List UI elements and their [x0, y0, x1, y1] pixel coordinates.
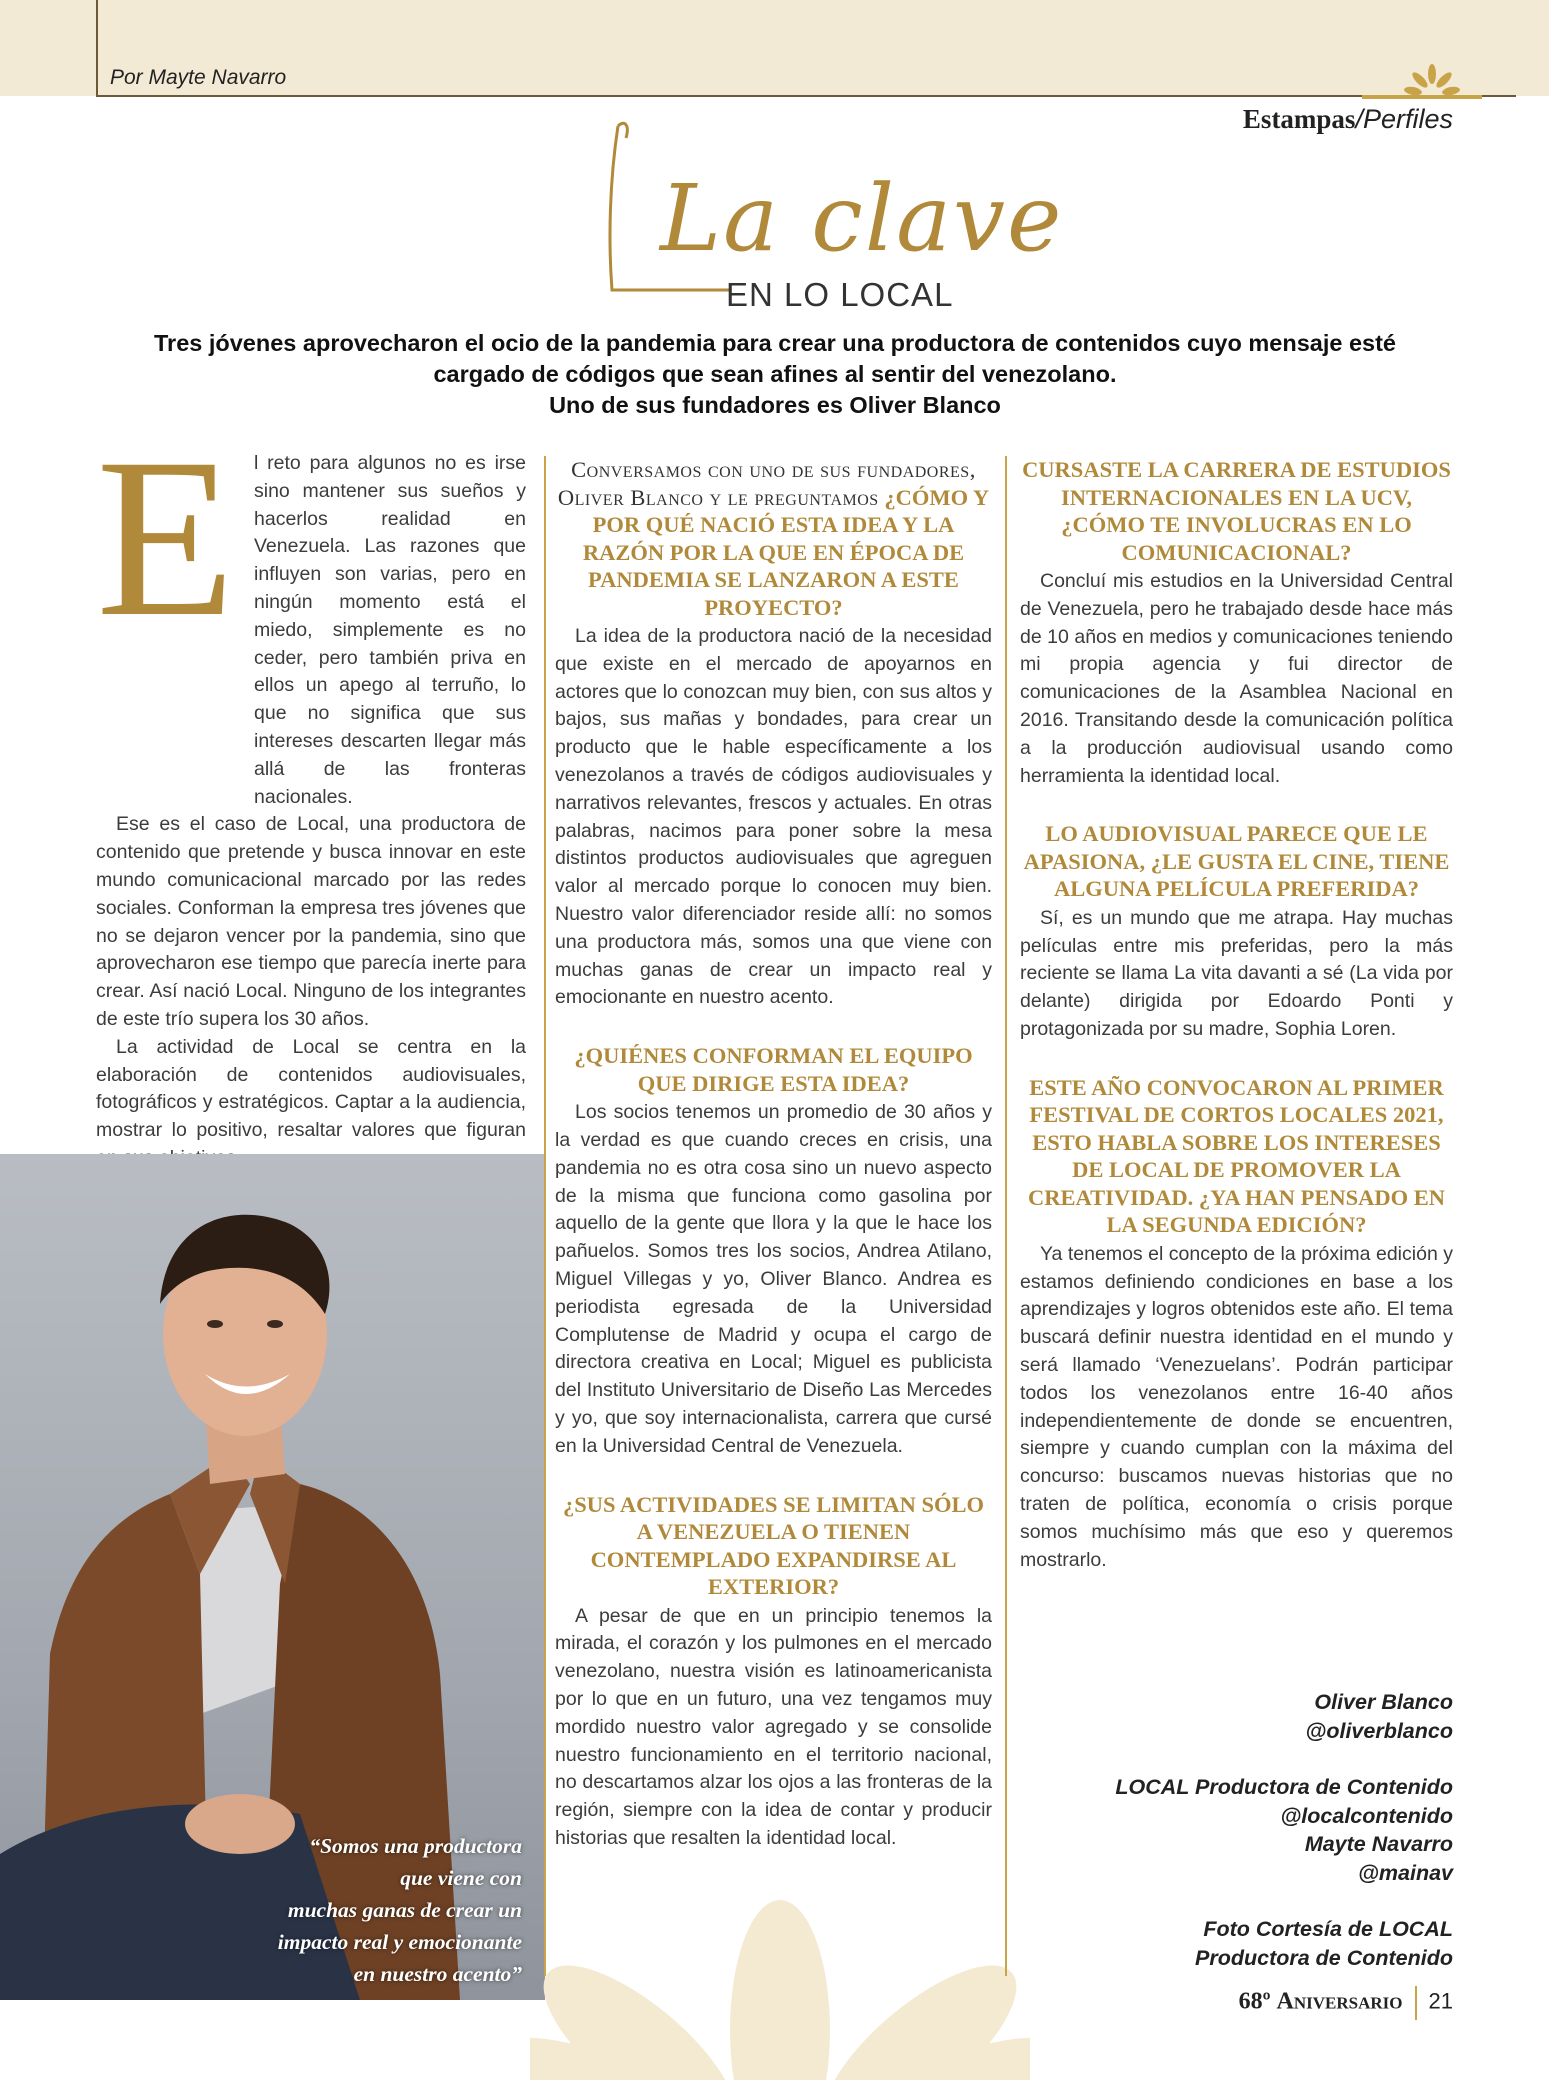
intro-line: Uno de sus fundadores es Oliver Blanco [549, 392, 1001, 418]
article-subtitle: EN LO LOCAL [726, 276, 954, 313]
column-3 [1020, 456, 1453, 1574]
signature-block [1115, 1688, 1453, 1972]
answer-6: Ya tenemos el concepto de la próxima edición y estamos definiendo condiciones en base a los aprendizajes y logros obtenidos este año. El tema buscará definir nuestra identidad en el mundo y será llamado ‘Venezuelans’. Podrán participar todos los venezolanos entre 16-40 años independientemente de donde se encuentren, siempre y cuando cumplan con la máxima del concurso: buscamos nuevas historias que no traten de política, economía o crisis porque somos muchísimo más que eso y queremos mostrarlo. [1020, 1242, 1453, 1571]
pull-quote-line: muchas ganas de crear un [287, 1898, 522, 1922]
header-rule [96, 95, 1516, 97]
answer-5: Sí, es un mundo que me atrapa. Hay muchas películas entre mis preferidas, pero la más reciente se llama La vita davanti a sé (La vida por delante) dirigida por Edoardo Ponti y protagonizada por su madre, Sophia Loren. [1020, 906, 1453, 1041]
question-5: LO AUDIOVISUAL PARECE QUE LE APASIONA, ¿LE GUSTA EL CINE, TIENE ALGUNA PELÍCULA PREFERIDA? [1023, 821, 1450, 902]
question-3: ¿SUS ACTIVIDADES SE LIMITAN SÓLO A VENEZUELA O TIENEN CONTEMPLADO EXPANDIRSE AL EXTERIOR? [563, 1491, 984, 1600]
drop-cap: E [96, 412, 236, 664]
article-title: La clave [660, 165, 1064, 272]
question-4: CURSASTE LA CARRERA DE ESTUDIOS INTERNACIONALES EN LA UCV, ¿CÓMO TE INVOLUCRAS EN LO COMUNICACIONAL? [1022, 457, 1451, 565]
pull-quote-line: en nuestro acento” [353, 1962, 522, 1986]
anniversary-word: Aniversario [1276, 1988, 1403, 2015]
signature-company-handle: @localcontenido [1280, 1803, 1453, 1828]
column-divider [1005, 456, 1007, 1976]
paragraph: La actividad de Local se centra en la elaboración de contenidos audiovisuales, fotográficos y estratégicos. Captar a la audiencia, mostrar lo positivo, resaltar valores que figuran [96, 1035, 526, 1142]
interview-intro-text: Conversamos con uno de sus fundadores, Oliver Blanco y le preguntamos [557, 457, 976, 510]
column-1 [96, 450, 526, 1173]
flower-ornament-icon [1404, 64, 1460, 98]
signature-handle: @oliverblanco [1305, 1718, 1453, 1743]
byline: Por Mayte Navarro [110, 66, 287, 89]
column-divider [544, 456, 546, 1976]
pull-quote [200, 1830, 522, 1990]
signature-author-handle: @mainav [1357, 1860, 1453, 1885]
section-main: Estampas [1242, 104, 1356, 134]
answer-1: La idea de la productora nació de la necesidad que existe en el mercado de apoyarnos en actores que lo conozcan muy bien, con sus altos y bajos, sus mañas y bondades, para crear un producto que le hable específicamente a los venezolanos a través de códigos audiovisuales y narrativos relevantes, frescos y actuales. En otras palabras, nacimos para poner sobre la mesa distintos productos audiovisuales que agreguen valor al mercado porque lo conocen muy bien. Nuestro valor diferenciador reside allí: no somos una productora más, somos una que viene con muchas ganas de crear un impacto real y emocionante en nuestro acento. [555, 625, 992, 1009]
photo-credit: Productora de Contenido [1195, 1945, 1453, 1970]
pull-quote-line: impacto real y emocionante [277, 1930, 522, 1954]
background-flower-icon [530, 1880, 1030, 2080]
section-slash: / [1355, 104, 1363, 134]
signature-name: Oliver Blanco [1314, 1690, 1453, 1714]
photo-credit: Foto Cortesía de LOCAL [1203, 1917, 1453, 1941]
anniversary-number: 68º [1238, 1988, 1271, 2015]
intro-line: cargado de códigos que sean afines al sentir del venezolano. [433, 361, 1117, 387]
intro-line: Tres jóvenes aprovecharon el ocio de la pandemia para crear una productora de contenidos cuyo mensaje esté [153, 330, 1396, 356]
interview-intro [555, 456, 992, 621]
question-6: ESTE AÑO CONVOCARON AL PRIMER FESTIVAL DE CORTOS LOCALES 2021, ESTO HABLA SOBRE LOS INTERESES DE LOCAL DE PROMOVER LA CREATIVIDAD. ¿YA HAN PENSADO EN LA SEGUNDA EDICIÓN? [1028, 1074, 1445, 1238]
column-2 [555, 456, 992, 1853]
footer-divider [1415, 1986, 1417, 2020]
section-tag [1243, 104, 1453, 135]
section-sub: Perfiles [1362, 104, 1453, 134]
answer-3: A pesar de que en un principio tenemos la mirada, el corazón y los pulmones en el mercado venezolano, nuestra visión es latinoamericanista por lo que en un futuro, una vez tengamos muy mordido nuestro valor agregado y se consolide nuestro funcionamiento en el territorio nacional, no descartamos alzar los ojos a las fronteras de la región, siempre con la idea de contar y producir historias que resalten la identidad local. [555, 1604, 992, 1849]
header-left-rule [96, 0, 98, 96]
paragraph: Ese es el caso de Local, una productora de contenido que pretende y busca innovar en este mundo comunicacional marcado por las redes sociales. Conforman la empresa tres jóvenes que no se dejaron vencer por la pandemia, sino que aprovecharon ese tiempo que parecía inerte para crear. Así nació Local. Ninguno de los integrantes de este trío supera los 30 años. [96, 813, 526, 1030]
signature-company: LOCAL Productora de Contenido [1115, 1775, 1453, 1799]
pull-quote-line: “Somos una productora [309, 1834, 522, 1858]
question-2: ¿QUIÉNES CONFORMAN EL EQUIPO QUE DIRIGE ESTA IDEA? [574, 1043, 973, 1096]
paragraph: l reto para algunos no es irse sino mantener sus sueños y hacerlos realidad en Venezuela. Las razones que influyen son varias, pero en ningún momento está el miedo, simplemente es no ceder, pero también priva en ellos un apego al terruño, lo que no significa que sus intereses descarten llegar más allá de las fronteras nacionales. [254, 452, 526, 808]
answer-2: Los socios tenemos un promedio de 30 años y la verdad es que cuando creces en crisis, una pandemia no es otra cosa sino un nuevo aspecto de la misma que funciona como gasolina por aquello de la gente que llora y la que le hace los pañuelos. Somos tres los socios, Andrea Atilano, Miguel Villegas y yo, Oliver Blanco. Andrea es periodista egresada de la Universidad Complutense de Madrid y ocupa el cargo de directora creativa en Local; Miguel es publicista del Instituto Universitario de Diseño Las Mercedes y yo, que soy internacionalista, carrera que cursé en la Universidad Central de Venezuela. [555, 1101, 992, 1457]
page-footer [1239, 1986, 1453, 2020]
question-1: ¿CÓMO Y POR QUÉ NACIÓ ESTA IDEA Y LA RAZÓN POR LA QUE EN ÉPOCA DE PANDEMIA SE LANZARON A ESTE PROYECTO? [582, 484, 990, 620]
intro-lead [100, 328, 1450, 421]
pull-quote-line: que viene con [400, 1866, 522, 1890]
signature-author: Mayte Navarro [1304, 1832, 1453, 1856]
answer-4: Concluí mis estudios en la Universidad Central de Venezuela, pero he trabajado desde hace más de 10 años en medios y comunicaciones teniendo mi propia agencia y fui director de comunicaciones de la Asamblea Nacional en 2016. Transitando desde la comunicación política a la producción audiovisual usando como herramienta la identidad local. [1020, 570, 1453, 787]
page-number: 21 [1428, 1988, 1453, 2014]
